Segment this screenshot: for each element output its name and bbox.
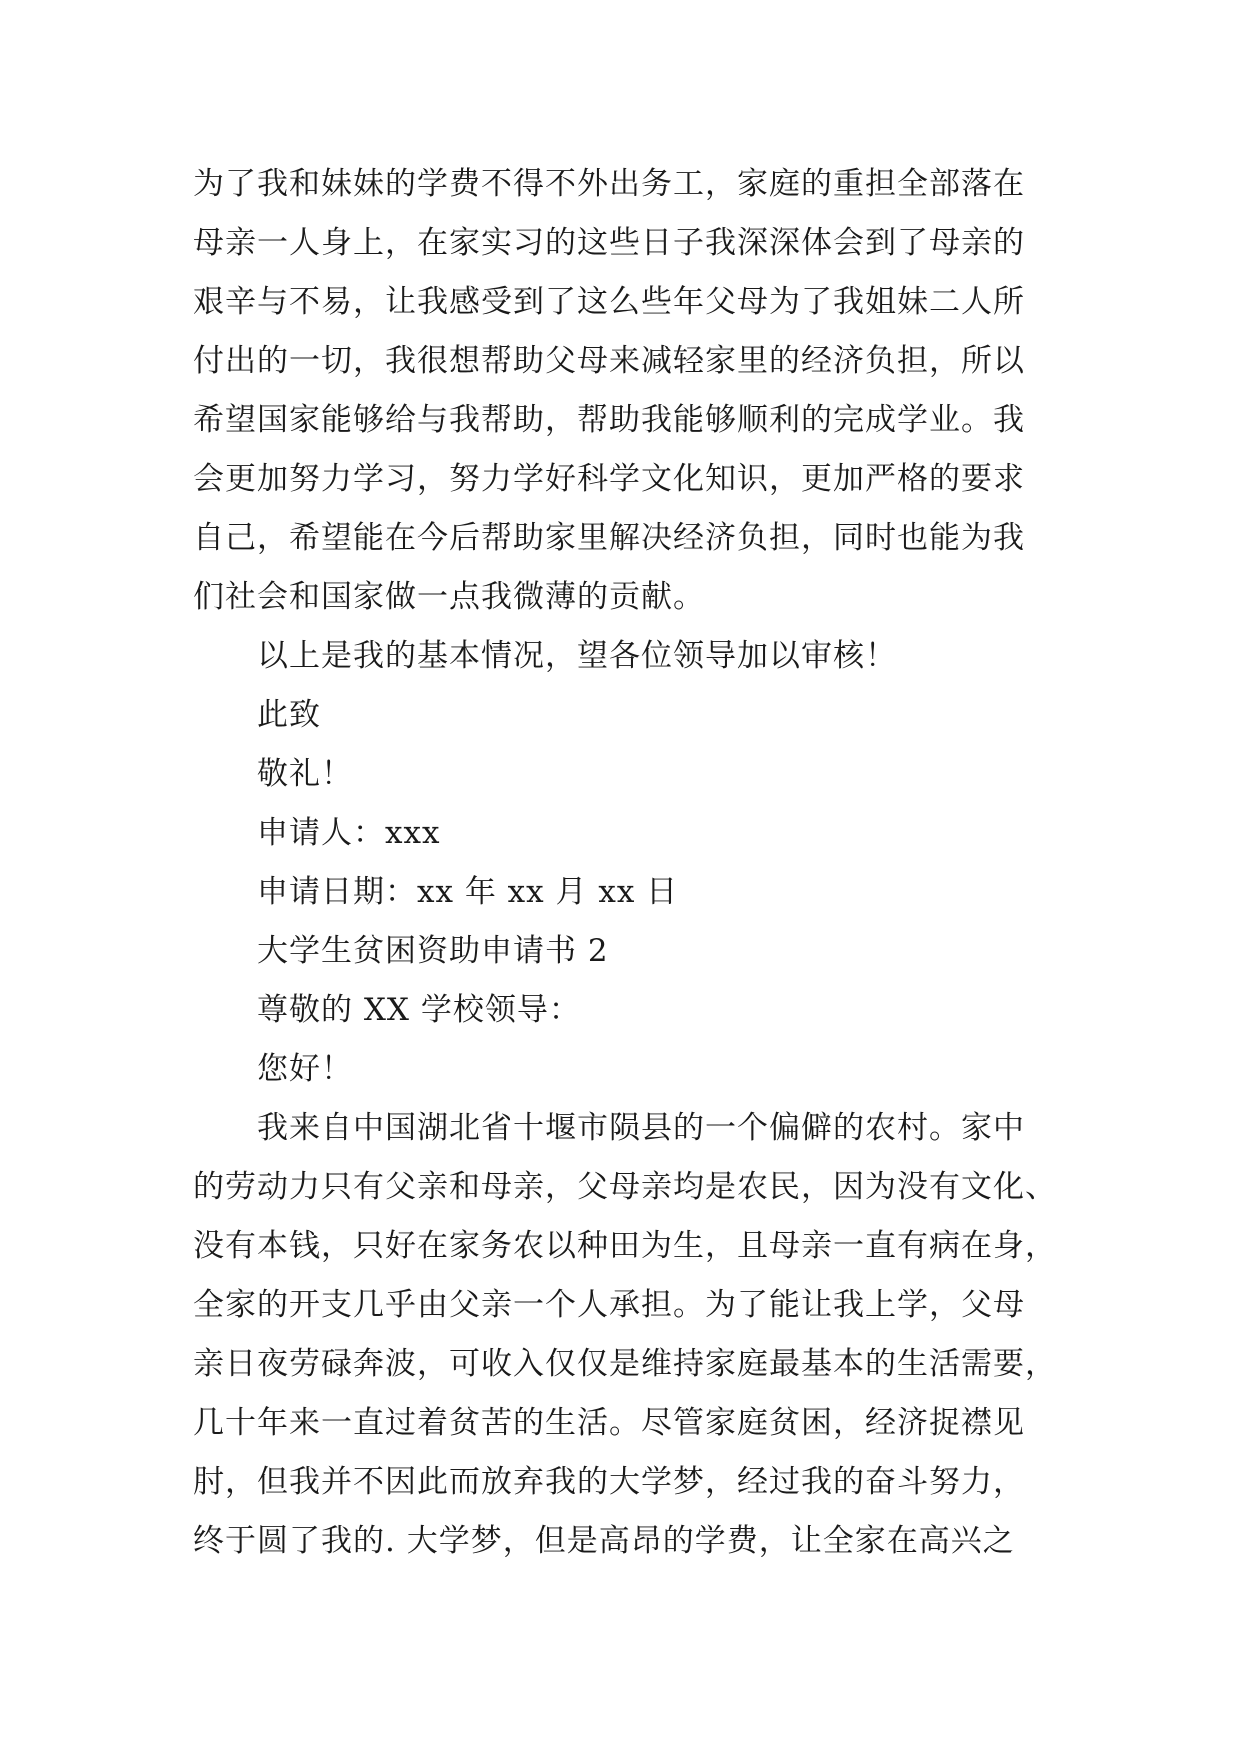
text-line-22: 几十年来一直过着贫苦的生活。尽管家庭贫困，经济捉襟见 <box>193 1405 1025 1441</box>
text-line-8: 们社会和国家做一点我微薄的贡献。 <box>193 579 705 615</box>
application-date: 申请日期：xx 年 xx 月 xx 日 <box>257 874 679 910</box>
text-line-23: 肘，但我并不因此而放弃我的大学梦，经过我的奋斗努力， <box>193 1464 1025 1500</box>
text-line-17: 我来自中国湖北省十堰市陨县的一个偏僻的农村。家中 <box>257 1110 1025 1146</box>
text-line-21: 亲日夜劳碌奔波，可收入仅仅是维持家庭最基本的生活需要， <box>193 1346 1057 1382</box>
review-request: 以上是我的基本情况，望各位领导加以审核！ <box>257 638 897 674</box>
text-line-20: 全家的开支几乎由父亲一个人承担。为了能让我上学，父母 <box>193 1287 1025 1323</box>
text-line-7: 自己，希望能在今后帮助家里解决经济负担，同时也能为我 <box>193 520 1025 556</box>
text-line-6: 会更加努力学习，努力学好科学文化知识，更加严格的要求 <box>193 461 1025 497</box>
letter-greeting: 尊敬的 XX 学校领导： <box>257 992 581 1028</box>
text-line-3: 艰辛与不易，让我感受到了这么些年父母为了我姐妹二人所 <box>193 284 1025 320</box>
salutation-close: 此致 <box>257 697 321 733</box>
text-line-4: 付出的一切，我很想帮助父母来减轻家里的经济负担，所以 <box>193 343 1025 379</box>
text-line-24: 终于圆了我的. 大学梦，但是高昂的学费，让全家在高兴之 <box>193 1523 1015 1559</box>
text-line-5: 希望国家能够给与我帮助，帮助我能够顺利的完成学业。我 <box>193 402 1025 438</box>
letter-hello: 您好！ <box>257 1051 353 1087</box>
text-line-19: 没有本钱，只好在家务农以种田为生，且母亲一直有病在身， <box>193 1228 1057 1264</box>
text-line-2: 母亲一人身上，在家实习的这些日子我深深体会到了母亲的 <box>193 225 1025 261</box>
section-title: 大学生贫困资助申请书 2 <box>257 933 609 969</box>
text-line-1: 为了我和妹妹的学费不得不外出务工，家庭的重担全部落在 <box>193 166 1025 202</box>
applicant-name: 申请人：xxx <box>257 815 441 851</box>
salutation-respect: 敬礼！ <box>257 756 353 792</box>
text-line-18: 的劳动力只有父亲和母亲，父母亲均是农民，因为没有文化、 <box>193 1169 1057 1205</box>
